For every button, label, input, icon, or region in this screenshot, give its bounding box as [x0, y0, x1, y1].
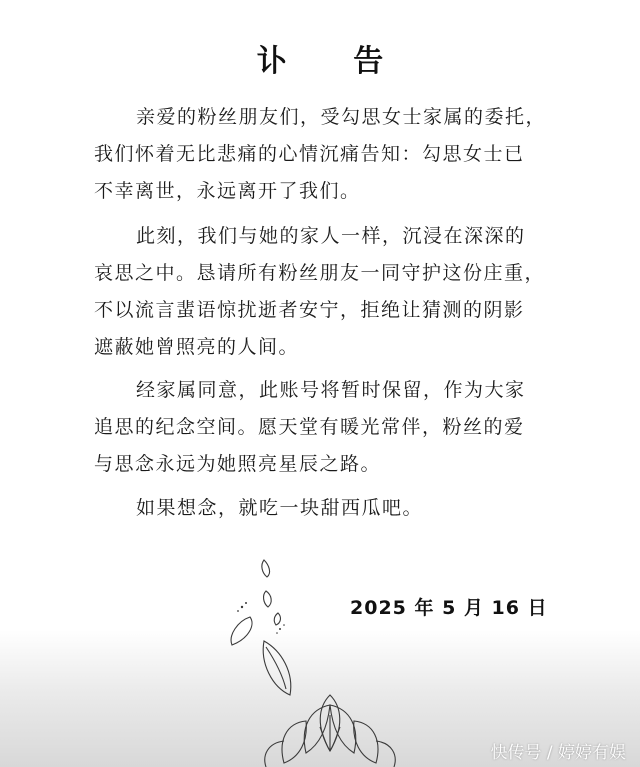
falling-petal-icon — [264, 591, 272, 607]
paragraph-line: 追思的纪念空间。愿天堂有暖光常伴，粉丝的爱 — [94, 416, 525, 438]
lotus-petals-illustration — [220, 555, 440, 767]
paragraph-3 — [94, 372, 564, 483]
paragraph-line: 不幸离世，永远离开了我们。 — [94, 180, 361, 202]
paragraph-line: 与思念永远为她照亮星辰之路。 — [94, 453, 382, 475]
paragraph-line: 遮蔽她曾照亮的人间。 — [94, 336, 300, 358]
paragraph-4 — [94, 490, 564, 527]
paragraph-2 — [94, 218, 564, 366]
paragraph-line: 如果想念，就吃一块甜西瓜吧。 — [136, 497, 424, 519]
paragraph-line: 我们怀着无比悲痛的心情沉痛告知：勾思女士已 — [94, 143, 525, 165]
paragraph-line: 不以流言蜚语惊扰逝者安宁，拒绝让猜测的阴影 — [94, 299, 525, 321]
paragraph-line: 亲爱的粉丝朋友们，受勾思女士家属的委托， — [136, 106, 547, 128]
paragraph-line: 此刻，我们与她的家人一样，沉浸在深深的 — [136, 225, 526, 247]
falling-petal-icon — [262, 560, 270, 577]
falling-petal-icon — [231, 617, 252, 645]
notice-title: 讣 告 — [256, 44, 412, 79]
notice-date: 2025 年 5 月 16 日 — [350, 597, 548, 619]
paragraph-line: 经家属同意，此账号将暂时保留，作为大家 — [136, 379, 526, 401]
source-watermark: 快传号 / 婷婷有娱 — [490, 743, 626, 763]
paragraph-1 — [94, 99, 564, 210]
paragraph-line: 哀思之中。恳请所有粉丝朋友一同守护这份庄重， — [94, 262, 546, 284]
falling-petal-icon — [274, 613, 280, 625]
